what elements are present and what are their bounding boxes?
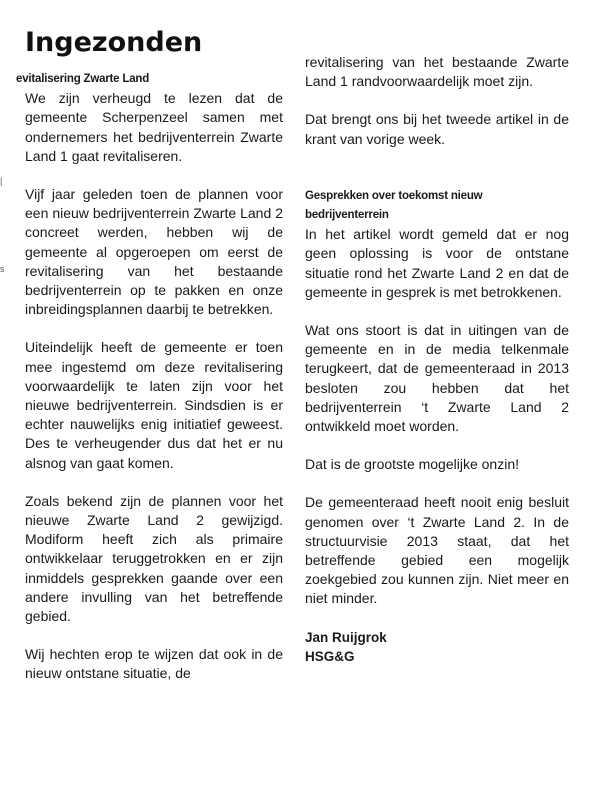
left-paragraph-1: We zijn verheugd te lezen dat de gemeente Scherpenzeel samen met ondernemers het bedrijventerrein Zwarte Land 1 gaat revitaliseren. — [25, 90, 283, 164]
right-paragraph-6: De gemeenteraad heeft nooit enig besluit genomen over ‘t Zwarte Land 2. In de structuurvisie 2013 staat, dat het betreffende gebied een mogelijk zoekgebied zou kunnen zijn. Niet meer en niet minder. — [305, 494, 569, 607]
left-subhead: evitalisering Zwarte Land — [16, 73, 150, 85]
left-paragraph-5: Wij hechten erop te wijzen dat ook in de nieuw ontstane situatie, de — [25, 646, 283, 682]
page-title: Ingezonden — [25, 27, 203, 58]
left-column — [16, 70, 283, 703]
right-paragraph-2: Dat brengt ons bij het tweede artikel in de krant van vorige week. — [305, 111, 569, 147]
left-paragraph-2: Vijf jaar geleden toen de plannen voor een nieuw bedrijventerrein Zwarte Land 2 concreet werden, hebben wij de gemeente al opgeroepen om eerst de revitalisering van het bestaande bedrijventerrein op te pakken en onze inbreidingsplannen daarbij te betrekken. — [25, 186, 283, 318]
signature-org: HSG&G — [305, 648, 355, 664]
right-paragraph-4: Wat ons stoort is dat in uitingen van de gemeente en in de media telkenmale terugkeert, dat de gemeenteraad in 2013 besloten zou hebben dat het bedrijventerrein ‘t Zwarte Land 2 ontwikkeld moet worden. — [305, 322, 569, 435]
right-subhead: Gesprekken over toekomst nieuw bedrijventerrein — [305, 189, 483, 222]
right-paragraph-5: Dat is de grootste mogelijke onzin! — [305, 456, 519, 473]
edge-mark-s: s — [0, 264, 5, 274]
signature-name: Jan Ruijgrok — [305, 629, 387, 645]
right-column — [305, 53, 569, 666]
left-paragraph-3: Uiteindelijk heeft de gemeente er toen mee ingestemd om deze revitalisering voorwaardelijk te laten zijn voor het nieuwe bedrijventerrein. Sindsdien is er echter nauwelijks enig initiatief geweest. Des te verheugender dus dat het er nu alsnog van gaat komen. — [25, 339, 283, 471]
right-paragraph-1: revitalisering van het bestaande Zwarte Land 1 randvoorwaardelijk moet zijn. — [305, 54, 569, 90]
edge-mark-bar: | — [0, 176, 3, 186]
left-paragraph-4: Zoals bekend zijn de plannen voor het nieuwe Zwarte Land 2 gewijzigd. Modiform heeft zich als primaire ontwikkelaar teruggetrokken en er zijn inmiddels gesprekken gaande over een andere invulling van het betreffende gebied. — [25, 492, 283, 625]
right-paragraph-3: In het artikel wordt gemeld dat er nog geen oplossing is voor de ontstane situatie rond het Zwarte Land 2 en dat de gemeente in gesprek is met betrokkenen. — [305, 226, 569, 300]
